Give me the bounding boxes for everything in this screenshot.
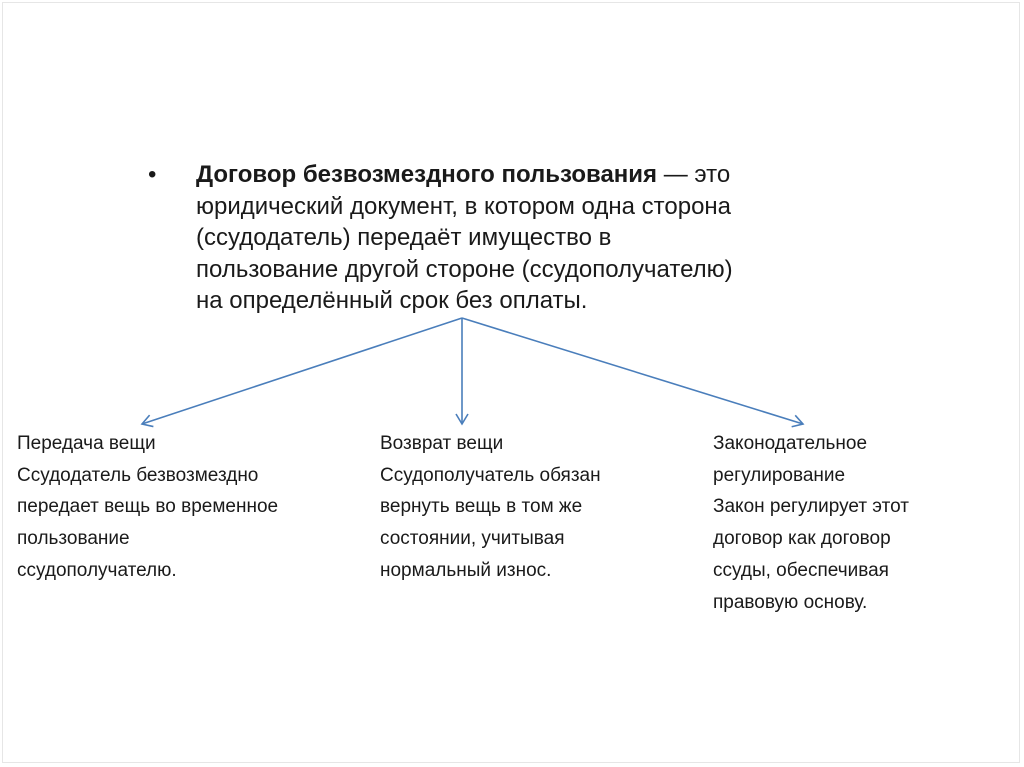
branch-regulation-line: Закон регулирует этот [713,496,909,518]
branch-return-line: Ссудополучатель обязан [380,464,601,486]
definition-line-1: — это [657,161,731,188]
branch-regulation [713,428,909,618]
arrow-to-transfer [142,318,462,424]
branch-transfer-line: пользование [17,528,130,550]
branch-transfer-line: Передача вещи [17,433,156,454]
branch-transfer [17,428,278,587]
branch-transfer-line: ссудополучателю. [17,559,177,581]
bullet-dot: • [148,161,157,188]
definition-term: Договор безвозмездного пользования [196,161,658,188]
branch-regulation-line: ссуды, обеспечивая [713,559,889,581]
branch-return-line: нормальный износ. [380,559,552,581]
definition-line-5: на определённый срок без оплаты. [196,287,588,314]
branch-return-line: вернуть вещь в том же [380,496,583,518]
definition-line-3: (ссудодатель) передаёт имущество в [196,224,612,251]
branch-regulation-line: Законодательное [713,433,868,454]
arrow-to-regulation [462,318,803,424]
branch-return [380,428,601,587]
branch-return-line: состоянии, учитывая [380,528,565,550]
branch-regulation-line: правовую основу. [713,591,868,613]
branch-regulation-line: регулирование [713,464,846,486]
branch-transfer-line: передает вещь во временное [17,496,279,518]
definition-line-4: пользование другой стороне (ссудополучателю) [196,255,733,283]
branch-transfer-line: Ссудодатель безвозмездно [17,464,259,486]
branch-regulation-line: договор как договор [713,528,891,550]
definition-line-2: юридический документ, в котором одна сторона [196,192,732,220]
branch-return-line: Возврат вещи [380,433,504,454]
